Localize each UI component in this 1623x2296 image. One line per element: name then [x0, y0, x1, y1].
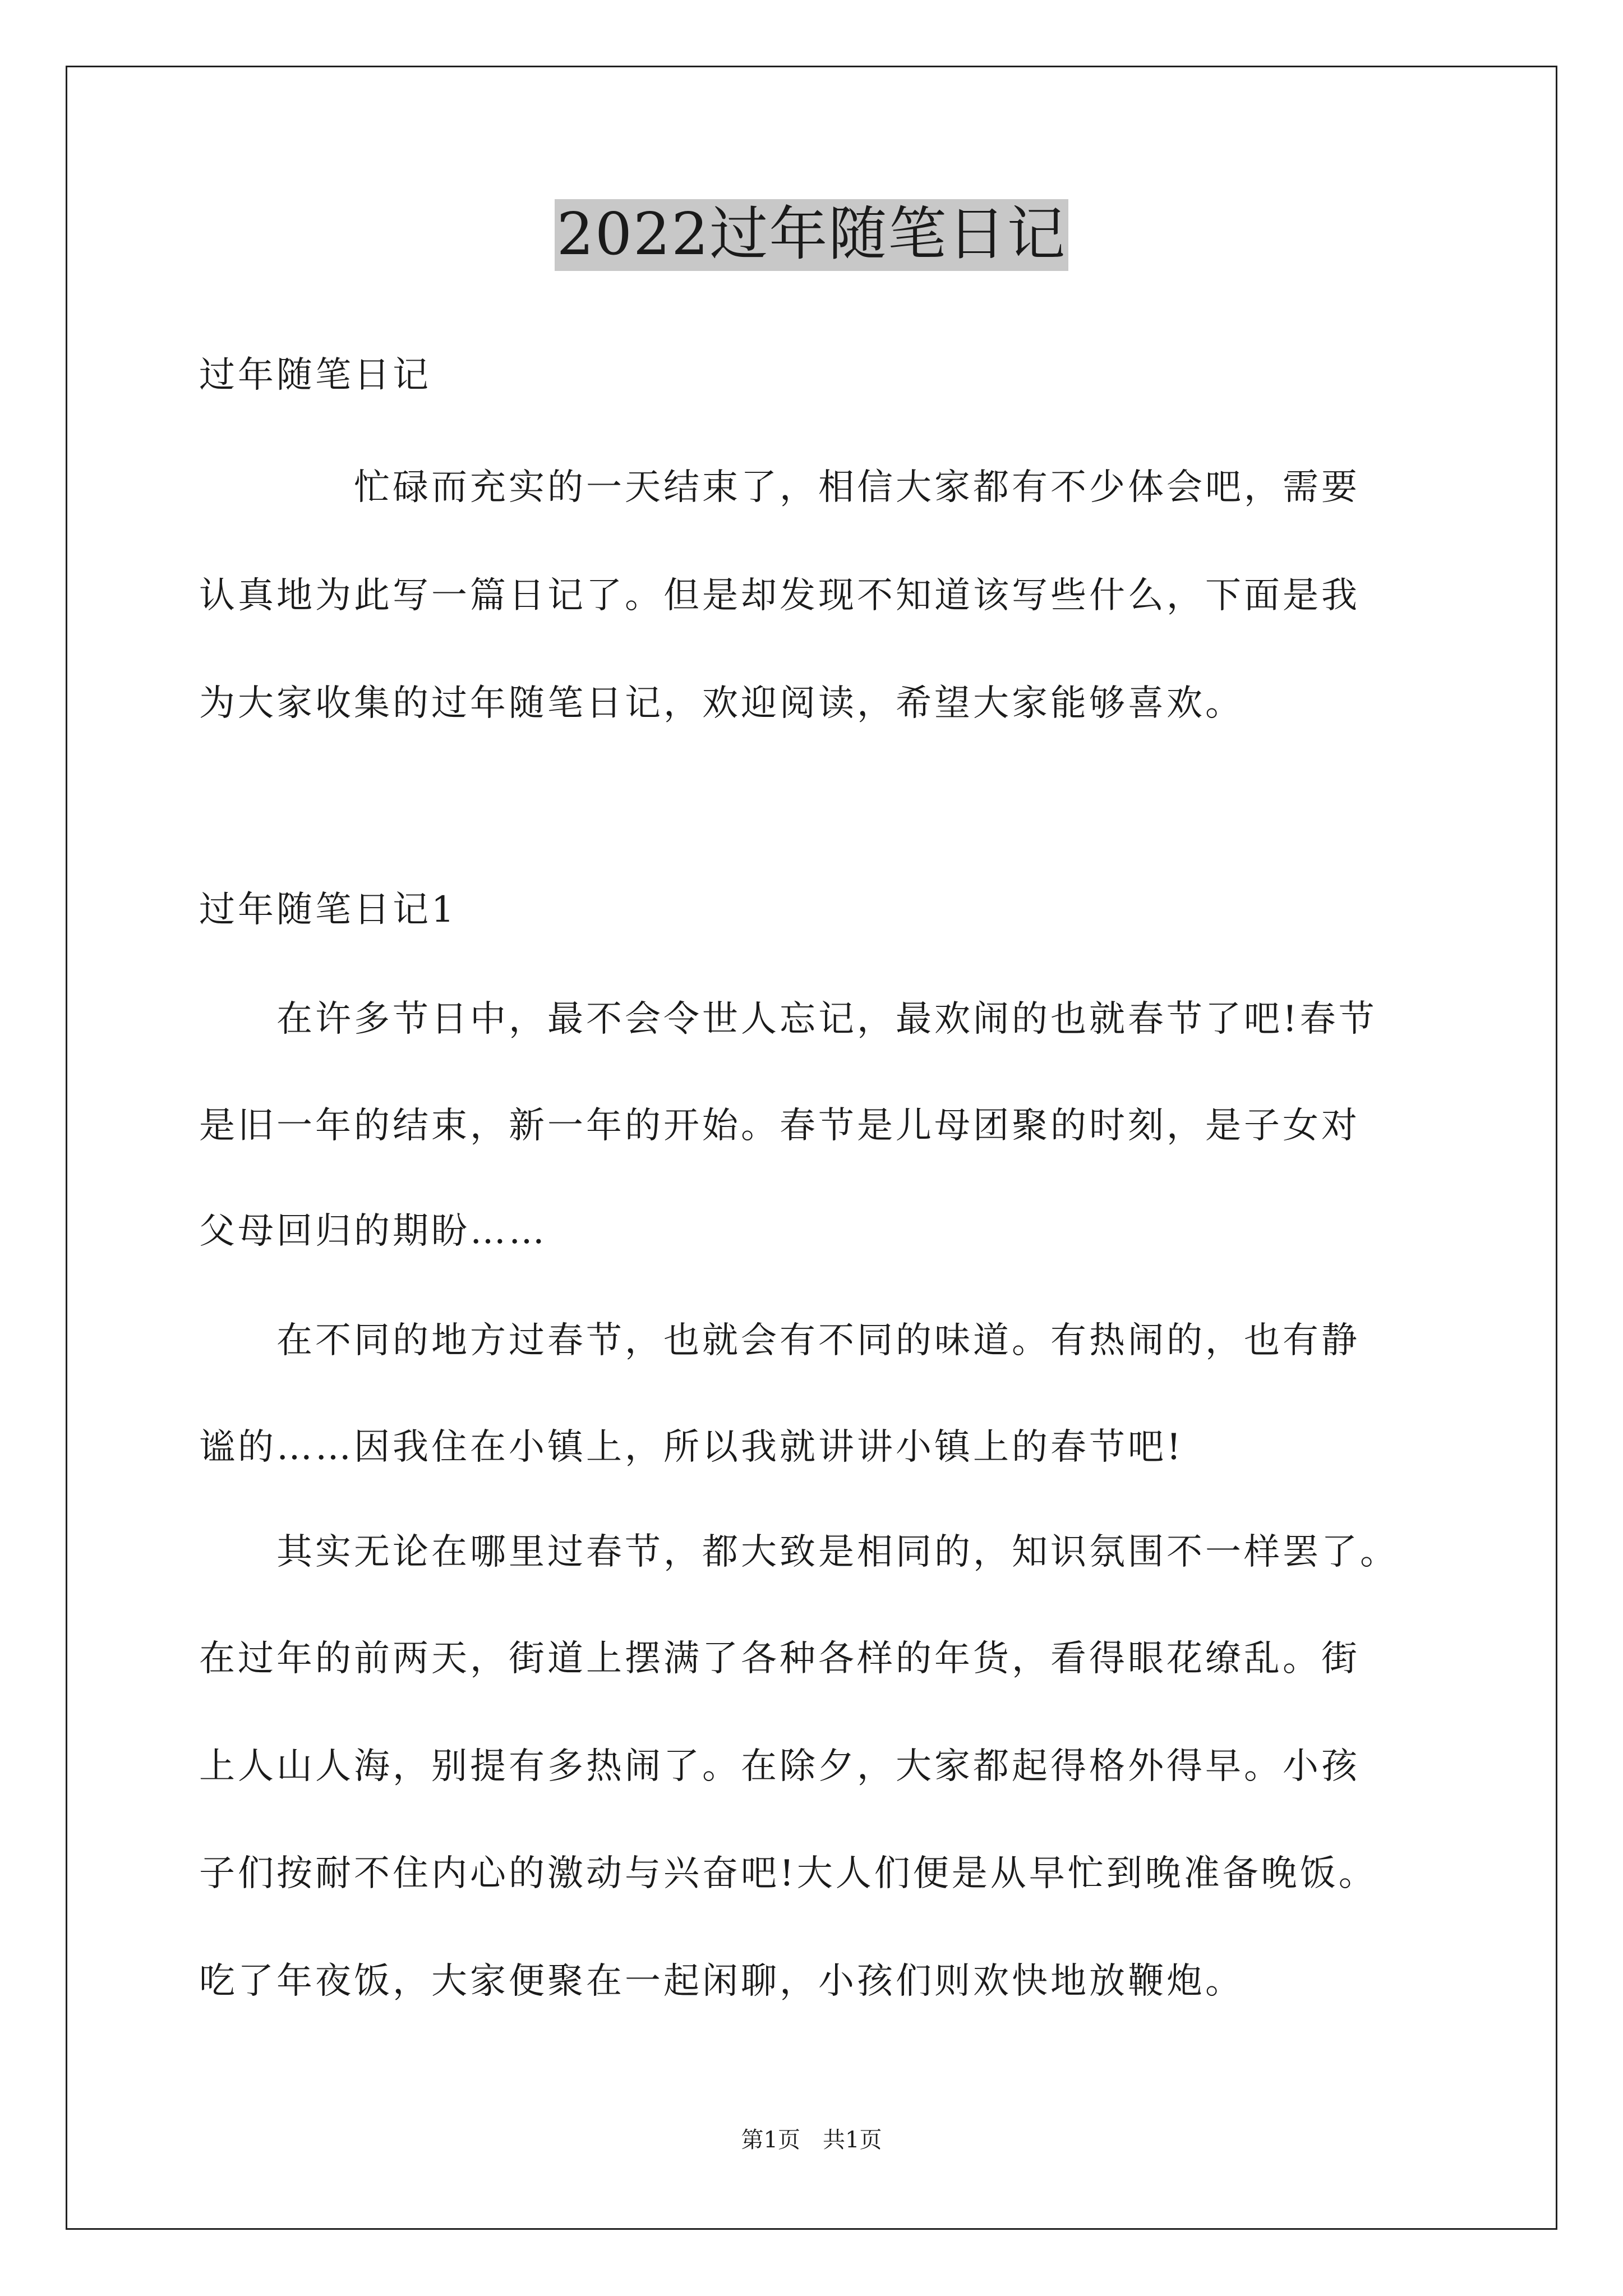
subtitle: 过年随笔日记 [199, 355, 431, 396]
paragraph2-line-1: 在不同的地方过春节，也就会有不同的味道。有热闹的，也有静 [199, 1320, 1360, 1361]
paragraph1-line-3: 父母回归的期盼…… [199, 1211, 547, 1252]
paragraph3-line-2: 在过年的前两天，街道上摆满了各种各样的年货，看得眼花缭乱。街 [199, 1638, 1360, 1680]
intro-line-1: 忙碌而充实的一天结束了，相信大家都有不少体会吧，需要 [199, 467, 1360, 508]
paragraph1-line-2: 是旧一年的结束，新一年的开始。春节是儿母团聚的时刻，是子女对 [199, 1105, 1360, 1147]
paragraph3-line-1: 其实无论在哪里过春节，都大致是相同的，知识氛围不一样罢了。 [199, 1531, 1399, 1573]
document-title: 2022过年随笔日记 [555, 199, 1069, 271]
page-footer: 第1页 共1页 [741, 2127, 882, 2153]
title-container [0, 199, 1623, 271]
paragraph3-line-4: 子们按耐不住内心的激动与兴奋吧!大人们便是从早忙到晚准备晚饭。 [199, 1853, 1377, 1894]
paragraph2-line-2: 谧的……因我住在小镇上，所以我就讲讲小镇上的春节吧! [199, 1427, 1184, 1468]
intro-line-3: 为大家收集的过年随笔日记，欢迎阅读，希望大家能够喜欢。 [199, 683, 1244, 724]
intro-line-2: 认真地为此写一篇日记了。但是却发现不知道该写些什么，下面是我 [199, 575, 1360, 616]
paragraph3-line-3: 上人山人海，别提有多热闹了。在除夕，大家都起得格外得早。小孩 [199, 1746, 1360, 1787]
paragraph1-line-1: 在许多节日中，最不会令世人忘记，最欢闹的也就春节了吧!春节 [199, 999, 1377, 1040]
section-title: 过年随笔日记1 [199, 889, 457, 931]
paragraph3-line-5: 吃了年夜饭，大家便聚在一起闲聊，小孩们则欢快地放鞭炮。 [199, 1961, 1244, 2002]
